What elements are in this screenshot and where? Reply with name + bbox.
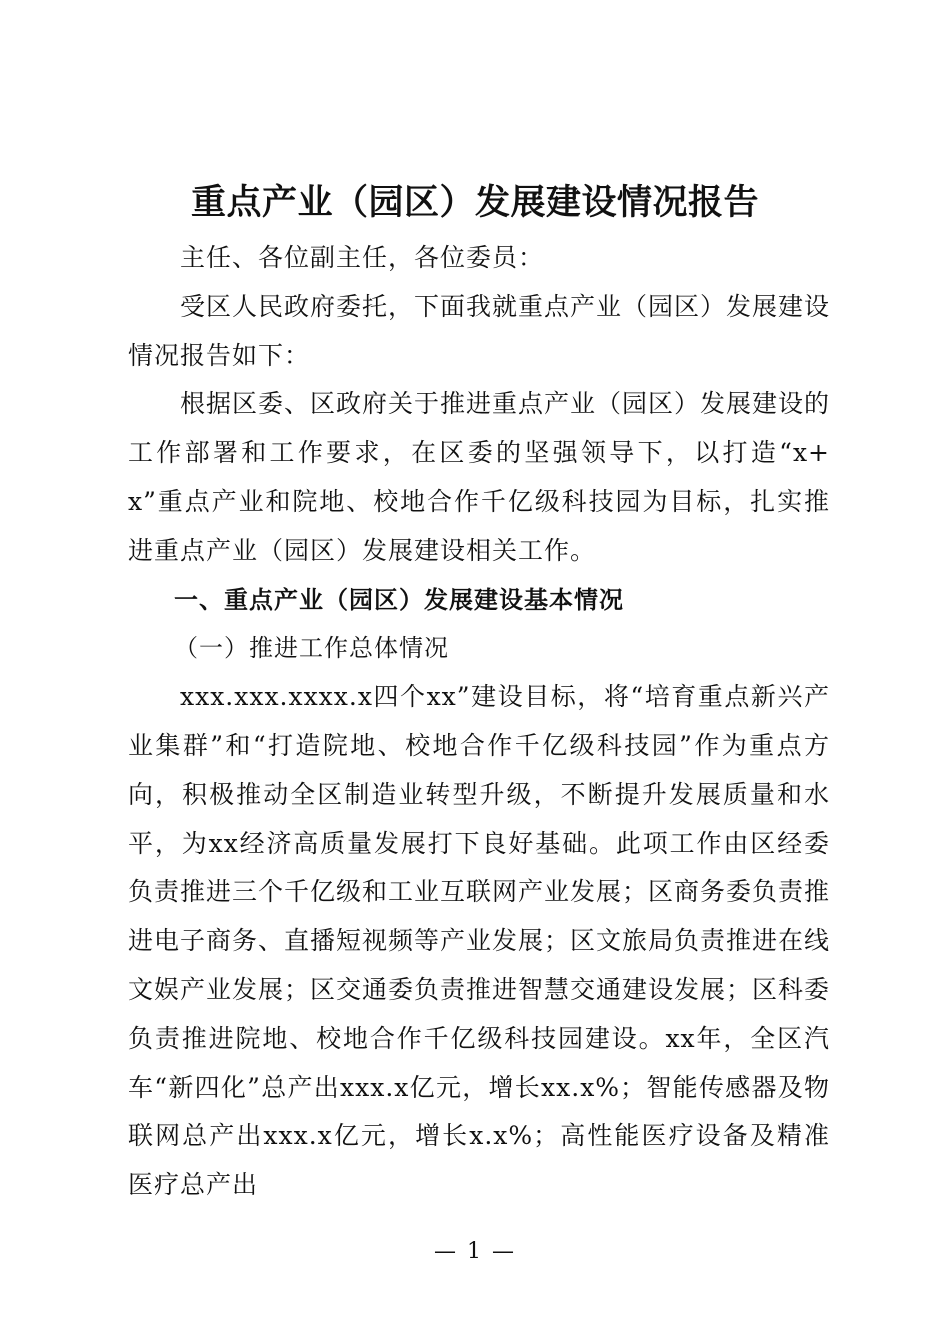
section-heading-1: 一、重点产业（园区）发展建设基本情况 (174, 585, 624, 614)
document-body (128, 234, 830, 1210)
background-paragraph: 根据区委、区政府关于推进重点产业（园区）发展建设的工作部署和工作要求，在区委的坚强领导下，以打造“x+x”重点产业和院地、校地合作千亿级科技园为目标，扎实推进重点产业（园区）发展建设相关工作。 (128, 389, 831, 565)
document-title: 重点产业（园区）发展建设情况报告 (190, 183, 759, 223)
intro-paragraph: 受区人民政府委托，下面我就重点产业（园区）发展建设情况报告如下： (128, 291, 831, 370)
subsection-heading-1: （一）推进工作总体情况 (174, 634, 449, 663)
section-1-paragraph: xxx.xxx.xxxx.x四个xx”建设目标，将“培育重点新兴产业集群”和“打造院地、校地合作千亿级科技园”作为重点方向，积极推动全区制造业转型升级，不断提升发展质量和水平，为xx经济高质量发展打下良好基础。此项工作由区经委负责推进三个千亿级和工业互联网产业发展；区商务委负责推进电子商务、直播短视频等产业发展；区文旅局负责推进在线文娱产业发展；区交通委负责推进智慧交通建设发展；区科委负责推进院地、校地合作千亿级科技园建设。xx年，全区汽车“新四化”总产出xxx.x亿元，增长xx.x%；智能传感器及物联网总产出xxx.x亿元，增长x.x%；高性能医疗设备及精准医疗总产出 (128, 682, 831, 1200)
salutation: 主任、各位副主任，各位委员： (180, 243, 545, 272)
page-number: — 1 — (434, 1239, 516, 1264)
